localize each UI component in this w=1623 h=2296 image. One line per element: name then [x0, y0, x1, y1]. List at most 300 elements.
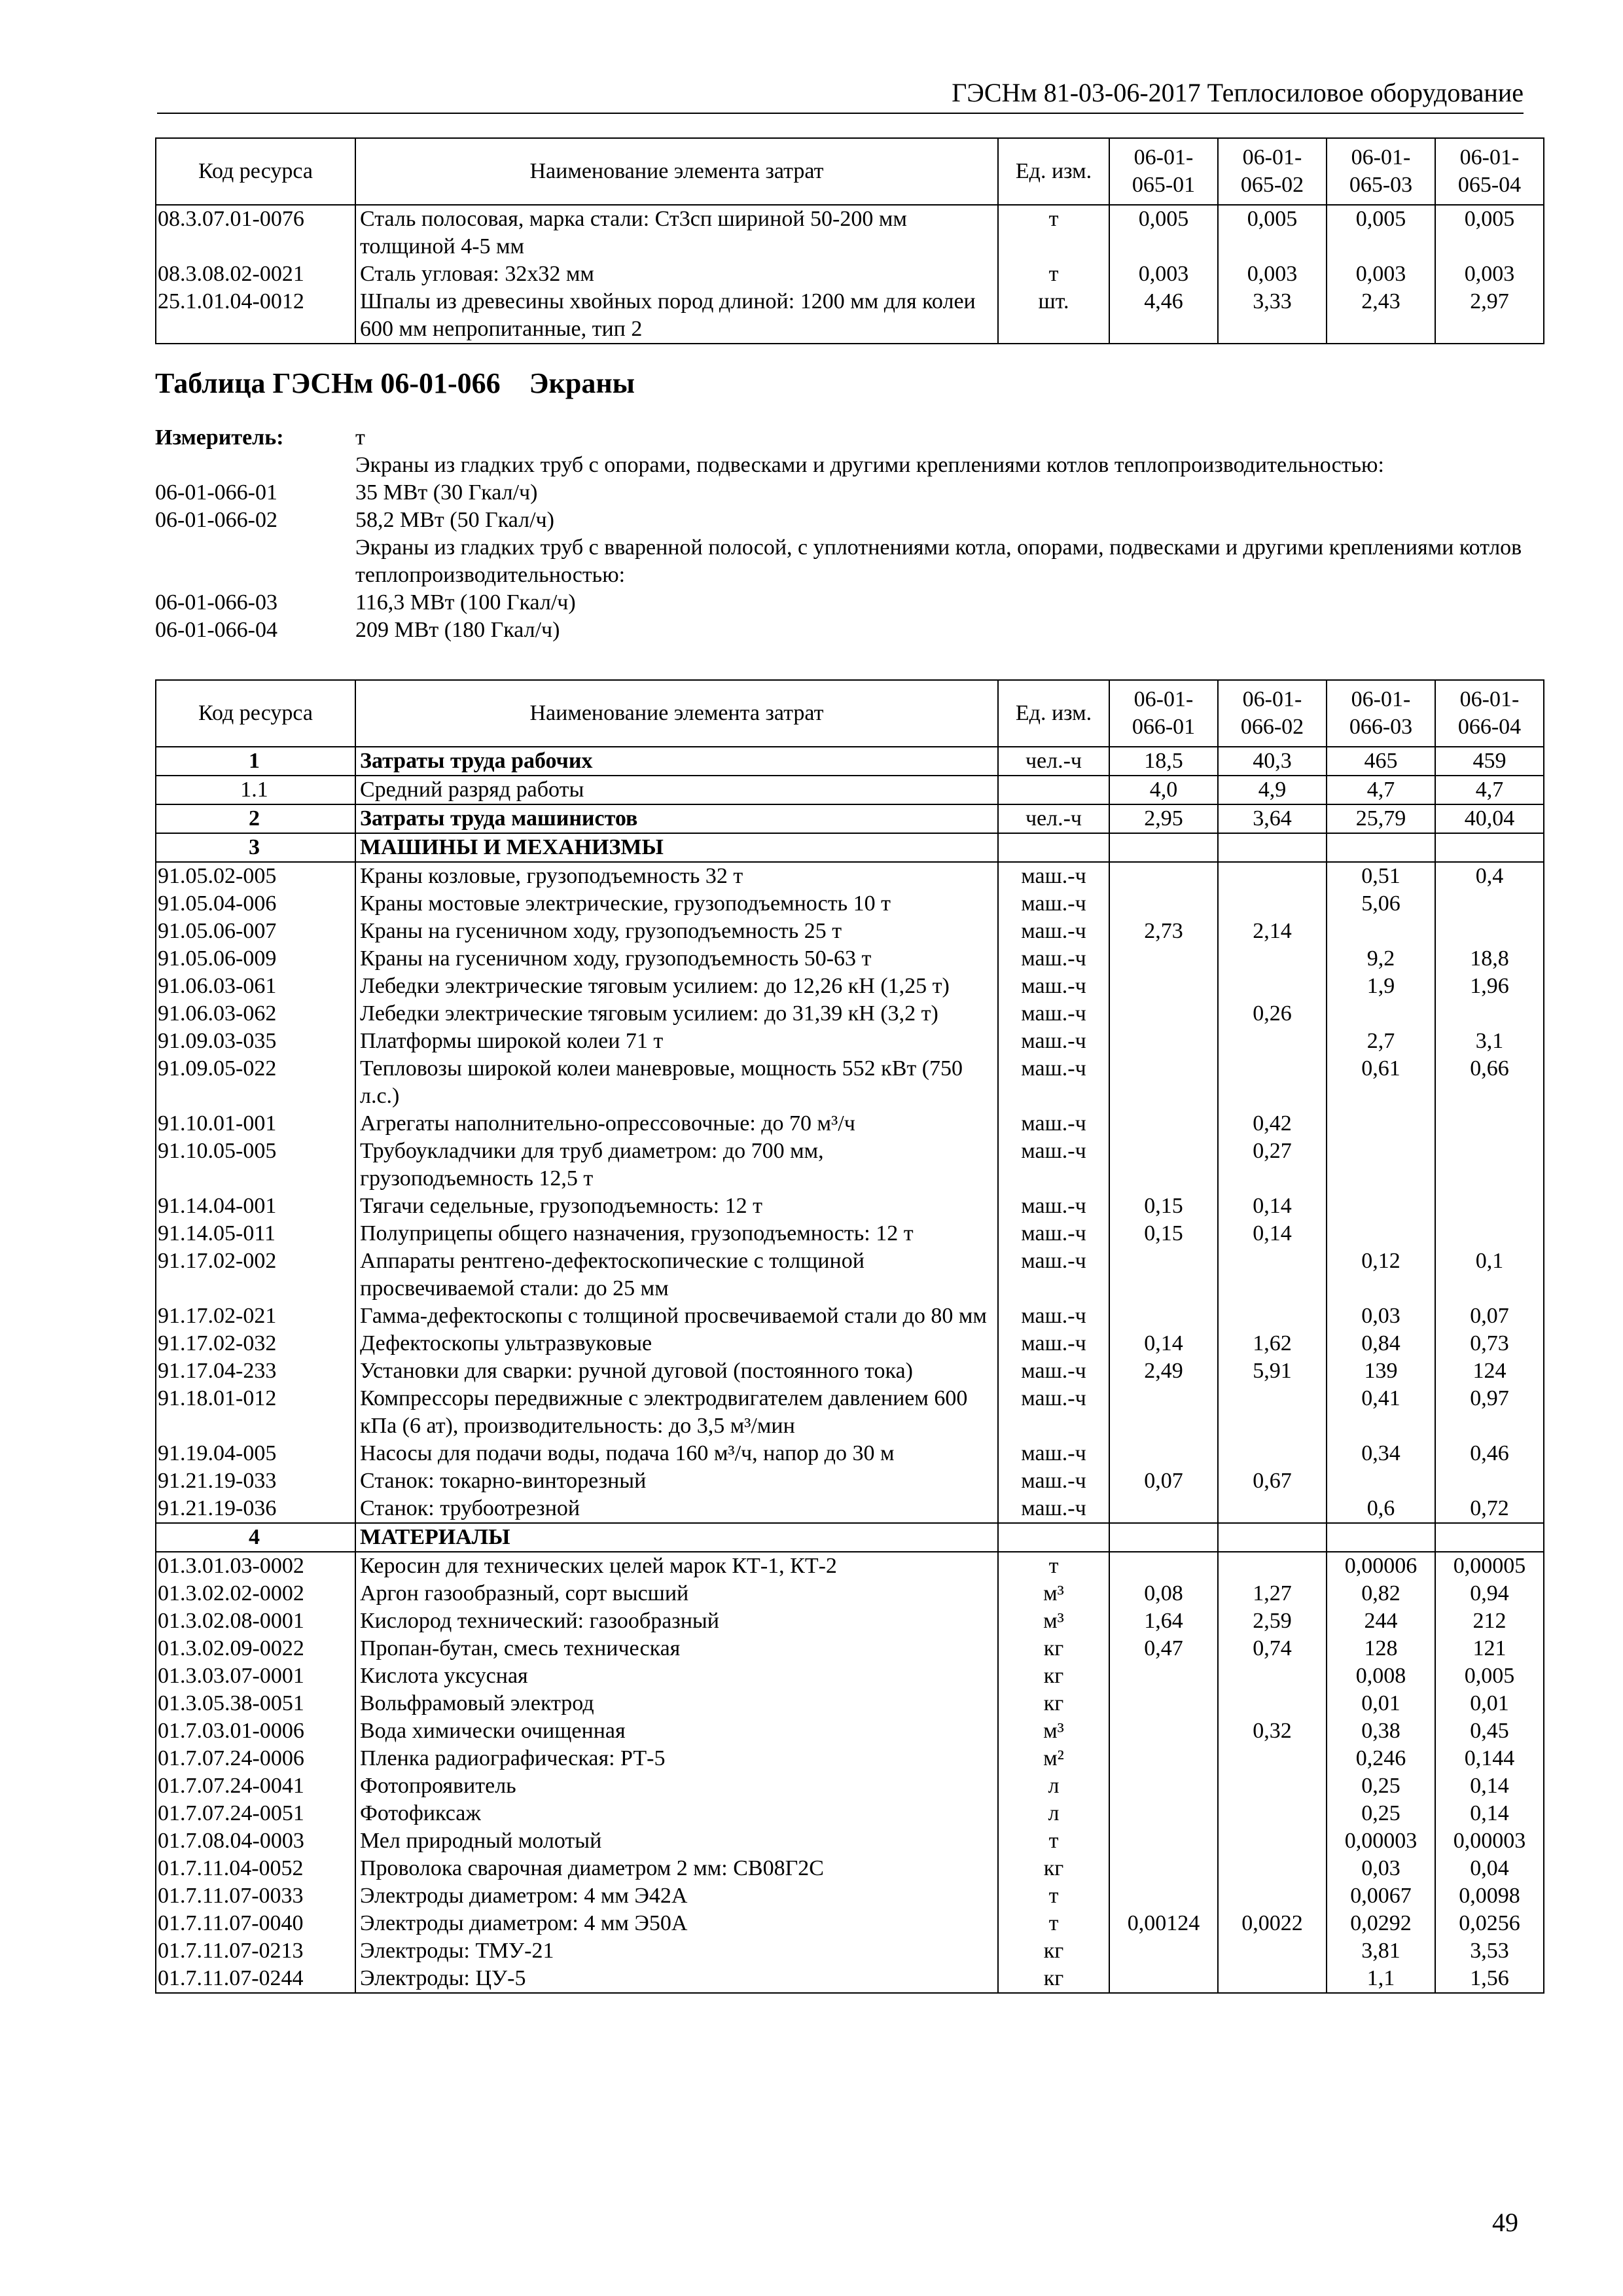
norm-value: [1435, 918, 1544, 945]
norm-value: 0,005: [1109, 205, 1218, 260]
norm-value: 0,0067: [1327, 1882, 1435, 1910]
norm-value: 0,005: [1435, 1662, 1544, 1690]
table-row: [156, 1607, 1544, 1635]
table-row: [156, 1110, 1544, 1138]
resource-name: Компрессоры передвижные с электродвигателем давлением 600 кПа (6 ат), производительность: до 3,5 м³/мин: [355, 1385, 998, 1440]
meter-line-code: [155, 452, 355, 479]
resource-name: Кислород технический: газообразный: [355, 1607, 998, 1635]
norm-value: [1218, 1247, 1327, 1302]
norm-value: 1,96: [1435, 973, 1544, 1000]
table-row: [156, 1467, 1544, 1495]
norm-value: 0,00124: [1109, 1910, 1218, 1937]
unit-of-measure: маш.-ч: [998, 1385, 1109, 1440]
table-row: [156, 804, 1544, 833]
table-row: [156, 1965, 1544, 1993]
norm-value: [1218, 1552, 1327, 1580]
meter-line-text: Экраны из гладких труб с вваренной полосой, с уплотнениями котла, опорами, подвесками и другими креплениями котлов теплопроизводительностью:: [355, 535, 1522, 587]
col-header-name: Наименование элемента затрат: [355, 680, 998, 747]
norm-value: 0,07: [1109, 1467, 1218, 1495]
unit-of-measure: т: [998, 260, 1109, 288]
norm-value: [1109, 1138, 1218, 1193]
norm-value: 0,14: [1218, 1220, 1327, 1247]
norm-value: [1218, 1800, 1327, 1827]
resource-name: Краны на гусеничном ходу, грузоподъемность 50-63 т: [355, 945, 998, 973]
resource-code: 91.10.05-005: [156, 1138, 355, 1193]
table-row: [156, 1247, 1544, 1302]
unit-of-measure: маш.-ч: [998, 1247, 1109, 1302]
resource-code: 91.05.04-006: [156, 890, 355, 918]
unit-of-measure: кг: [998, 1937, 1109, 1965]
meter-line: [155, 452, 1529, 479]
table-row: [156, 1138, 1544, 1193]
norm-value: [1109, 1385, 1218, 1440]
unit-of-measure: т: [998, 1552, 1109, 1580]
norm-value: [1327, 833, 1435, 862]
resource-code: 91.18.01-012: [156, 1385, 355, 1440]
norm-value: [1109, 945, 1218, 973]
norm-value: 3,53: [1435, 1937, 1544, 1965]
norm-value: 0,246: [1327, 1745, 1435, 1772]
norm-value: 0,00005: [1435, 1552, 1544, 1580]
norm-value: 139: [1327, 1357, 1435, 1385]
unit-of-measure: кг: [998, 1690, 1109, 1717]
norm-value: [1327, 1220, 1435, 1247]
norm-value: 0,003: [1218, 260, 1327, 288]
norm-value: [1109, 862, 1218, 890]
unit-of-measure: кг: [998, 1635, 1109, 1662]
norm-value: [1109, 1772, 1218, 1800]
norm-value: 0,00003: [1327, 1827, 1435, 1855]
resource-name: МАТЕРИАЛЫ: [355, 1523, 998, 1552]
norm-value: 0,84: [1327, 1330, 1435, 1357]
norm-value: 4,7: [1435, 776, 1544, 804]
resource-code: 01.3.02.09-0022: [156, 1635, 355, 1662]
norm-value: [1218, 1028, 1327, 1055]
norm-value: [1218, 1055, 1327, 1110]
unit-of-measure: маш.-ч: [998, 1138, 1109, 1193]
norm-value: [1218, 1827, 1327, 1855]
meter-line-text: Экраны из гладких труб с опорами, подвесками и другими креплениями котлов теплопроизводительностью:: [355, 453, 1384, 477]
unit-of-measure: маш.-ч: [998, 1357, 1109, 1385]
resource-code: 01.7.11.07-0040: [156, 1910, 355, 1937]
norm-value: 1,27: [1218, 1580, 1327, 1607]
norm-value: [1327, 1523, 1435, 1552]
norm-value: [1327, 918, 1435, 945]
resource-code: 01.7.11.07-0033: [156, 1882, 355, 1910]
norm-value: [1327, 1467, 1435, 1495]
norm-value: 18,5: [1109, 747, 1218, 776]
table-row: [156, 918, 1544, 945]
norm-value: [1218, 1855, 1327, 1882]
norm-value: 0,47: [1109, 1635, 1218, 1662]
norm-value: [1435, 1523, 1544, 1552]
resource-name: Фотофиксаж: [355, 1800, 998, 1827]
table-title: [155, 367, 635, 400]
table-row: [156, 1745, 1544, 1772]
resource-name: Аргон газообразный, сорт высший: [355, 1580, 998, 1607]
resource-code: 01.3.05.38-0051: [156, 1690, 355, 1717]
norm-value: [1109, 973, 1218, 1000]
resource-name: Лебедки электрические тяговым усилием: до 12,26 кН (1,25 т): [355, 973, 998, 1000]
col-header-code: Код ресурса: [156, 680, 355, 747]
resource-code: 91.14.04-001: [156, 1193, 355, 1220]
norm-value: [1109, 1745, 1218, 1772]
resource-name: Гамма-дефектоскопы с толщиной просвечиваемой стали до 80 мм: [355, 1302, 998, 1330]
unit-of-measure: л: [998, 1800, 1109, 1827]
norm-value: 4,9: [1218, 776, 1327, 804]
table-row: [156, 1385, 1544, 1440]
unit-of-measure: маш.-ч: [998, 1467, 1109, 1495]
resource-name: Лебедки электрические тяговым усилием: до 31,39 кН (3,2 т): [355, 1000, 998, 1028]
norm-value: [1109, 1662, 1218, 1690]
meter-line-code: 06-01-066-03: [155, 590, 277, 615]
col-header-unit: Ед. изм.: [998, 138, 1109, 205]
norm-value: 3,64: [1218, 804, 1327, 833]
resource-code: 91.17.02-021: [156, 1302, 355, 1330]
norm-value: [1218, 1523, 1327, 1552]
norm-value: 2,73: [1109, 918, 1218, 945]
norm-value: 0,34: [1327, 1440, 1435, 1467]
unit-of-measure: маш.-ч: [998, 1055, 1109, 1110]
norm-value: [1327, 1000, 1435, 1028]
norm-value: 0,94: [1435, 1580, 1544, 1607]
norm-value: [1109, 1000, 1218, 1028]
unit-of-measure: маш.-ч: [998, 1495, 1109, 1523]
resource-code: 01.3.03.07-0001: [156, 1662, 355, 1690]
resource-name: Сталь полосовая, марка стали: Ст3сп шириной 50-200 мм толщиной 4-5 мм: [355, 205, 998, 260]
norm-value: 9,2: [1327, 945, 1435, 973]
norm-value: 459: [1435, 747, 1544, 776]
norm-value: [1435, 833, 1544, 862]
table-row: [156, 1800, 1544, 1827]
norm-value: 0,38: [1327, 1717, 1435, 1745]
unit-of-measure: [998, 833, 1109, 862]
table-row: [156, 1690, 1544, 1717]
norm-value: 0,003: [1109, 260, 1218, 288]
norm-value: 1,1: [1327, 1965, 1435, 1993]
resource-name: Средний разряд работы: [355, 776, 998, 804]
resource-name: Сталь угловая: 32x32 мм: [355, 260, 998, 288]
meter-unit: т: [355, 425, 365, 450]
resource-code: 01.7.07.24-0041: [156, 1772, 355, 1800]
norm-value: [1218, 1662, 1327, 1690]
norm-value: 0,00006: [1327, 1552, 1435, 1580]
unit-of-measure: маш.-ч: [998, 862, 1109, 890]
norm-value: 0,00003: [1435, 1827, 1544, 1855]
resource-code: 08.3.07.01-0076: [156, 205, 355, 260]
norm-value: 0,005: [1435, 205, 1544, 260]
unit-of-measure: маш.-ч: [998, 1220, 1109, 1247]
resource-name: Затраты труда машинистов: [355, 804, 998, 833]
resource-name: Краны мостовые электрические, грузоподъемность 10 т: [355, 890, 998, 918]
table-row: [156, 1000, 1544, 1028]
norm-value: 0,27: [1218, 1138, 1327, 1193]
norm-value: [1218, 945, 1327, 973]
resource-name: Мел природный молотый: [355, 1827, 998, 1855]
norm-value: [1327, 1110, 1435, 1138]
norm-value: 0,72: [1435, 1495, 1544, 1523]
norm-value: [1218, 890, 1327, 918]
resource-code: 91.17.04-233: [156, 1357, 355, 1385]
resource-code: 91.21.19-036: [156, 1495, 355, 1523]
norm-value: [1218, 1440, 1327, 1467]
resource-name: Тепловозы широкой колеи маневровые, мощность 552 кВт (750 л.с.): [355, 1055, 998, 1110]
norm-value: [1435, 1138, 1544, 1193]
col-header-code: Код ресурса: [156, 138, 355, 205]
norm-value: 0,14: [1109, 1330, 1218, 1357]
norm-value: 0,51: [1327, 862, 1435, 890]
norm-value: 40,04: [1435, 804, 1544, 833]
norm-value: 25,79: [1327, 804, 1435, 833]
unit-of-measure: т: [998, 1910, 1109, 1937]
resource-code: 01.3.02.08-0001: [156, 1607, 355, 1635]
norm-value: 0,97: [1435, 1385, 1544, 1440]
unit-of-measure: кг: [998, 1662, 1109, 1690]
unit-of-measure: кг: [998, 1855, 1109, 1882]
norm-value: 121: [1435, 1635, 1544, 1662]
table-row: [156, 973, 1544, 1000]
norm-value: 0,04: [1435, 1855, 1544, 1882]
meter-line-code: 06-01-066-01: [155, 480, 277, 505]
norm-value: 0,0022: [1218, 1910, 1327, 1937]
col-header-norm: 06-01- 065-01: [1109, 138, 1218, 205]
table-row: [156, 1055, 1544, 1110]
norm-value: 4,46: [1109, 288, 1218, 344]
table-row: [156, 862, 1544, 890]
meter-line: [155, 617, 1529, 644]
norm-value: 40,3: [1218, 747, 1327, 776]
norm-value: 0,15: [1109, 1220, 1218, 1247]
norm-value: 244: [1327, 1607, 1435, 1635]
norm-value: 465: [1327, 747, 1435, 776]
resource-name: Вольфрамовый электрод: [355, 1690, 998, 1717]
norm-value: [1109, 1552, 1218, 1580]
resource-name: Дефектоскопы ультразвуковые: [355, 1330, 998, 1357]
resource-name: Установки для сварки: ручной дуговой (постоянного тока): [355, 1357, 998, 1385]
meter-line-code: [155, 534, 355, 589]
norm-value: [1109, 1302, 1218, 1330]
norm-value: 0,25: [1327, 1772, 1435, 1800]
norm-value: 5,91: [1218, 1357, 1327, 1385]
table-row: [156, 288, 1544, 344]
unit-of-measure: маш.-ч: [998, 1440, 1109, 1467]
resource-name: Проволока сварочная диаметром 2 мм: СВ08Г2С: [355, 1855, 998, 1882]
norm-value: [1218, 973, 1327, 1000]
table-row: [156, 1662, 1544, 1690]
meter-block: [155, 424, 1529, 644]
norm-value: [1109, 1717, 1218, 1745]
norm-value: [1109, 1827, 1218, 1855]
norm-value: [1218, 833, 1327, 862]
meter-line-text: 58,2 МВт (50 Гкал/ч): [355, 508, 554, 532]
table-row: [156, 945, 1544, 973]
col-header-norm: 06-01- 066-02: [1218, 680, 1327, 747]
norm-value: 0,003: [1327, 260, 1435, 288]
meter-line: [155, 534, 1529, 589]
col-header-norm: 06-01- 065-04: [1435, 138, 1544, 205]
unit-of-measure: маш.-ч: [998, 1028, 1109, 1055]
norm-value: [1109, 833, 1218, 862]
col-header-norm: 06-01- 066-04: [1435, 680, 1544, 747]
norm-value: [1435, 1220, 1544, 1247]
table-row: [156, 1357, 1544, 1385]
resource-name: Пленка радиографическая: РТ-5: [355, 1745, 998, 1772]
norm-value: [1435, 1110, 1544, 1138]
resource-code: 91.19.04-005: [156, 1440, 355, 1467]
table-row: [156, 1580, 1544, 1607]
resource-name: Краны на гусеничном ходу, грузоподъемность 25 т: [355, 918, 998, 945]
resource-code: 91.05.06-007: [156, 918, 355, 945]
resource-code: 91.21.19-033: [156, 1467, 355, 1495]
norm-value: [1218, 1882, 1327, 1910]
col-header-norm: 06-01- 066-01: [1109, 680, 1218, 747]
norm-value: 0,005: [1218, 205, 1327, 260]
resource-code: 01.3.02.02-0002: [156, 1580, 355, 1607]
norm-value: 2,43: [1327, 288, 1435, 344]
meter-line-text: 35 МВт (30 Гкал/ч): [355, 480, 538, 505]
resource-code: 25.1.01.04-0012: [156, 288, 355, 344]
table-row: [156, 205, 1544, 260]
resource-table-066: [155, 679, 1544, 1994]
norm-value: 2,95: [1109, 804, 1218, 833]
unit-of-measure: м³: [998, 1717, 1109, 1745]
resource-code: 1.1: [156, 776, 355, 804]
norm-value: 0,45: [1435, 1717, 1544, 1745]
norm-value: 1,56: [1435, 1965, 1544, 1993]
norm-value: [1218, 1745, 1327, 1772]
resource-code: 1: [156, 747, 355, 776]
resource-name: МАШИНЫ И МЕХАНИЗМЫ: [355, 833, 998, 862]
resource-code: 91.09.03-035: [156, 1028, 355, 1055]
norm-value: [1218, 1772, 1327, 1800]
resource-code: 01.3.01.03-0002: [156, 1552, 355, 1580]
resource-name: Трубоукладчики для труб диаметром: до 700 мм, грузоподъемность 12,5 т: [355, 1138, 998, 1193]
norm-value: [1109, 1937, 1218, 1965]
norm-value: 3,1: [1435, 1028, 1544, 1055]
norm-value: 212: [1435, 1607, 1544, 1635]
norm-value: [1327, 1138, 1435, 1193]
norm-value: 0,1: [1435, 1247, 1544, 1302]
resource-code: 01.7.03.01-0006: [156, 1717, 355, 1745]
unit-of-measure: маш.-ч: [998, 890, 1109, 918]
resource-name: Полуприцепы общего назначения, грузоподъемность: 12 т: [355, 1220, 998, 1247]
resource-name: Тягачи седельные, грузоподъемность: 12 т: [355, 1193, 998, 1220]
running-header: ГЭСНм 81-03-06-2017 Теплосиловое оборудование: [157, 77, 1524, 114]
unit-of-measure: т: [998, 1882, 1109, 1910]
resource-name: Кислота уксусная: [355, 1662, 998, 1690]
unit-of-measure: маш.-ч: [998, 945, 1109, 973]
norm-value: 0,144: [1435, 1745, 1544, 1772]
unit-of-measure: маш.-ч: [998, 973, 1109, 1000]
norm-value: 0,01: [1435, 1690, 1544, 1717]
table-row: [156, 260, 1544, 288]
norm-value: 0,61: [1327, 1055, 1435, 1110]
norm-value: 0,003: [1435, 260, 1544, 288]
norm-value: 0,008: [1327, 1662, 1435, 1690]
norm-value: 0,15: [1109, 1193, 1218, 1220]
meter-label: Измеритель:: [155, 425, 284, 450]
norm-value: 128: [1327, 1635, 1435, 1662]
resource-name: Агрегаты наполнительно-опрессовочные: до 70 м³/ч: [355, 1110, 998, 1138]
norm-value: [1109, 1495, 1218, 1523]
meter-line-code: 06-01-066-02: [155, 508, 277, 532]
norm-value: 0,26: [1218, 1000, 1327, 1028]
col-header-unit: Ед. изм.: [998, 680, 1109, 747]
norm-value: [1109, 1690, 1218, 1717]
resource-name: Станок: токарно-винторезный: [355, 1467, 998, 1495]
resource-name: Фотопроявитель: [355, 1772, 998, 1800]
norm-value: 5,06: [1327, 890, 1435, 918]
norm-value: 18,8: [1435, 945, 1544, 973]
table-row: [156, 1717, 1544, 1745]
unit-of-measure: шт.: [998, 288, 1109, 344]
unit-of-measure: м³: [998, 1580, 1109, 1607]
table-row: [156, 1330, 1544, 1357]
norm-value: 2,14: [1218, 918, 1327, 945]
resource-code: 01.7.11.04-0052: [156, 1855, 355, 1882]
meter-line: [155, 507, 1529, 534]
norm-value: 0,6: [1327, 1495, 1435, 1523]
resource-name: Пропан-бутан, смесь техническая: [355, 1635, 998, 1662]
resource-code: 01.7.11.07-0244: [156, 1965, 355, 1993]
norm-value: 1,9: [1327, 973, 1435, 1000]
unit-of-measure: т: [998, 1827, 1109, 1855]
norm-value: 0,42: [1218, 1110, 1327, 1138]
norm-value: 0,0256: [1435, 1910, 1544, 1937]
norm-value: [1435, 1193, 1544, 1220]
norm-value: [1109, 1523, 1218, 1552]
unit-of-measure: чел.-ч: [998, 804, 1109, 833]
norm-value: 0,0098: [1435, 1882, 1544, 1910]
meter-line: [155, 479, 1529, 507]
resource-code: 01.7.11.07-0213: [156, 1937, 355, 1965]
norm-value: [1109, 1440, 1218, 1467]
resource-code: 2: [156, 804, 355, 833]
col-header-norm: 06-01- 066-03: [1327, 680, 1435, 747]
table-row: [156, 1882, 1544, 1910]
norm-value: 0,08: [1109, 1580, 1218, 1607]
norm-value: 3,81: [1327, 1937, 1435, 1965]
resource-name: Платформы широкой колеи 71 т: [355, 1028, 998, 1055]
norm-value: 0,46: [1435, 1440, 1544, 1467]
unit-of-measure: чел.-ч: [998, 747, 1109, 776]
unit-of-measure: маш.-ч: [998, 1000, 1109, 1028]
col-header-name: Наименование элемента затрат: [355, 138, 998, 205]
col-header-norm: 06-01- 065-02: [1218, 138, 1327, 205]
table-row: [156, 1028, 1544, 1055]
resource-name: Затраты труда рабочих: [355, 747, 998, 776]
resource-code: 91.10.01-001: [156, 1110, 355, 1138]
meter-line-code: 06-01-066-04: [155, 618, 277, 642]
table-row: [156, 833, 1544, 862]
norm-value: 2,59: [1218, 1607, 1327, 1635]
meter-line-text: 209 МВт (180 Гкал/ч): [355, 618, 560, 642]
resource-name: Насосы для подачи воды, подача 160 м³/ч, напор до 30 м: [355, 1440, 998, 1467]
norm-value: 4,0: [1109, 776, 1218, 804]
norm-value: [1109, 1110, 1218, 1138]
table-row: [156, 1910, 1544, 1937]
unit-of-measure: маш.-ч: [998, 1110, 1109, 1138]
table-row: [156, 1937, 1544, 1965]
resource-code: 91.05.06-009: [156, 945, 355, 973]
table-title-name: Экраны: [529, 367, 635, 399]
norm-value: [1218, 862, 1327, 890]
norm-value: [1218, 1965, 1327, 1993]
resource-name: Электроды диаметром: 4 мм Э42А: [355, 1882, 998, 1910]
norm-value: 0,14: [1218, 1193, 1327, 1220]
resource-code: 01.7.07.24-0051: [156, 1800, 355, 1827]
norm-value: 0,03: [1327, 1302, 1435, 1330]
